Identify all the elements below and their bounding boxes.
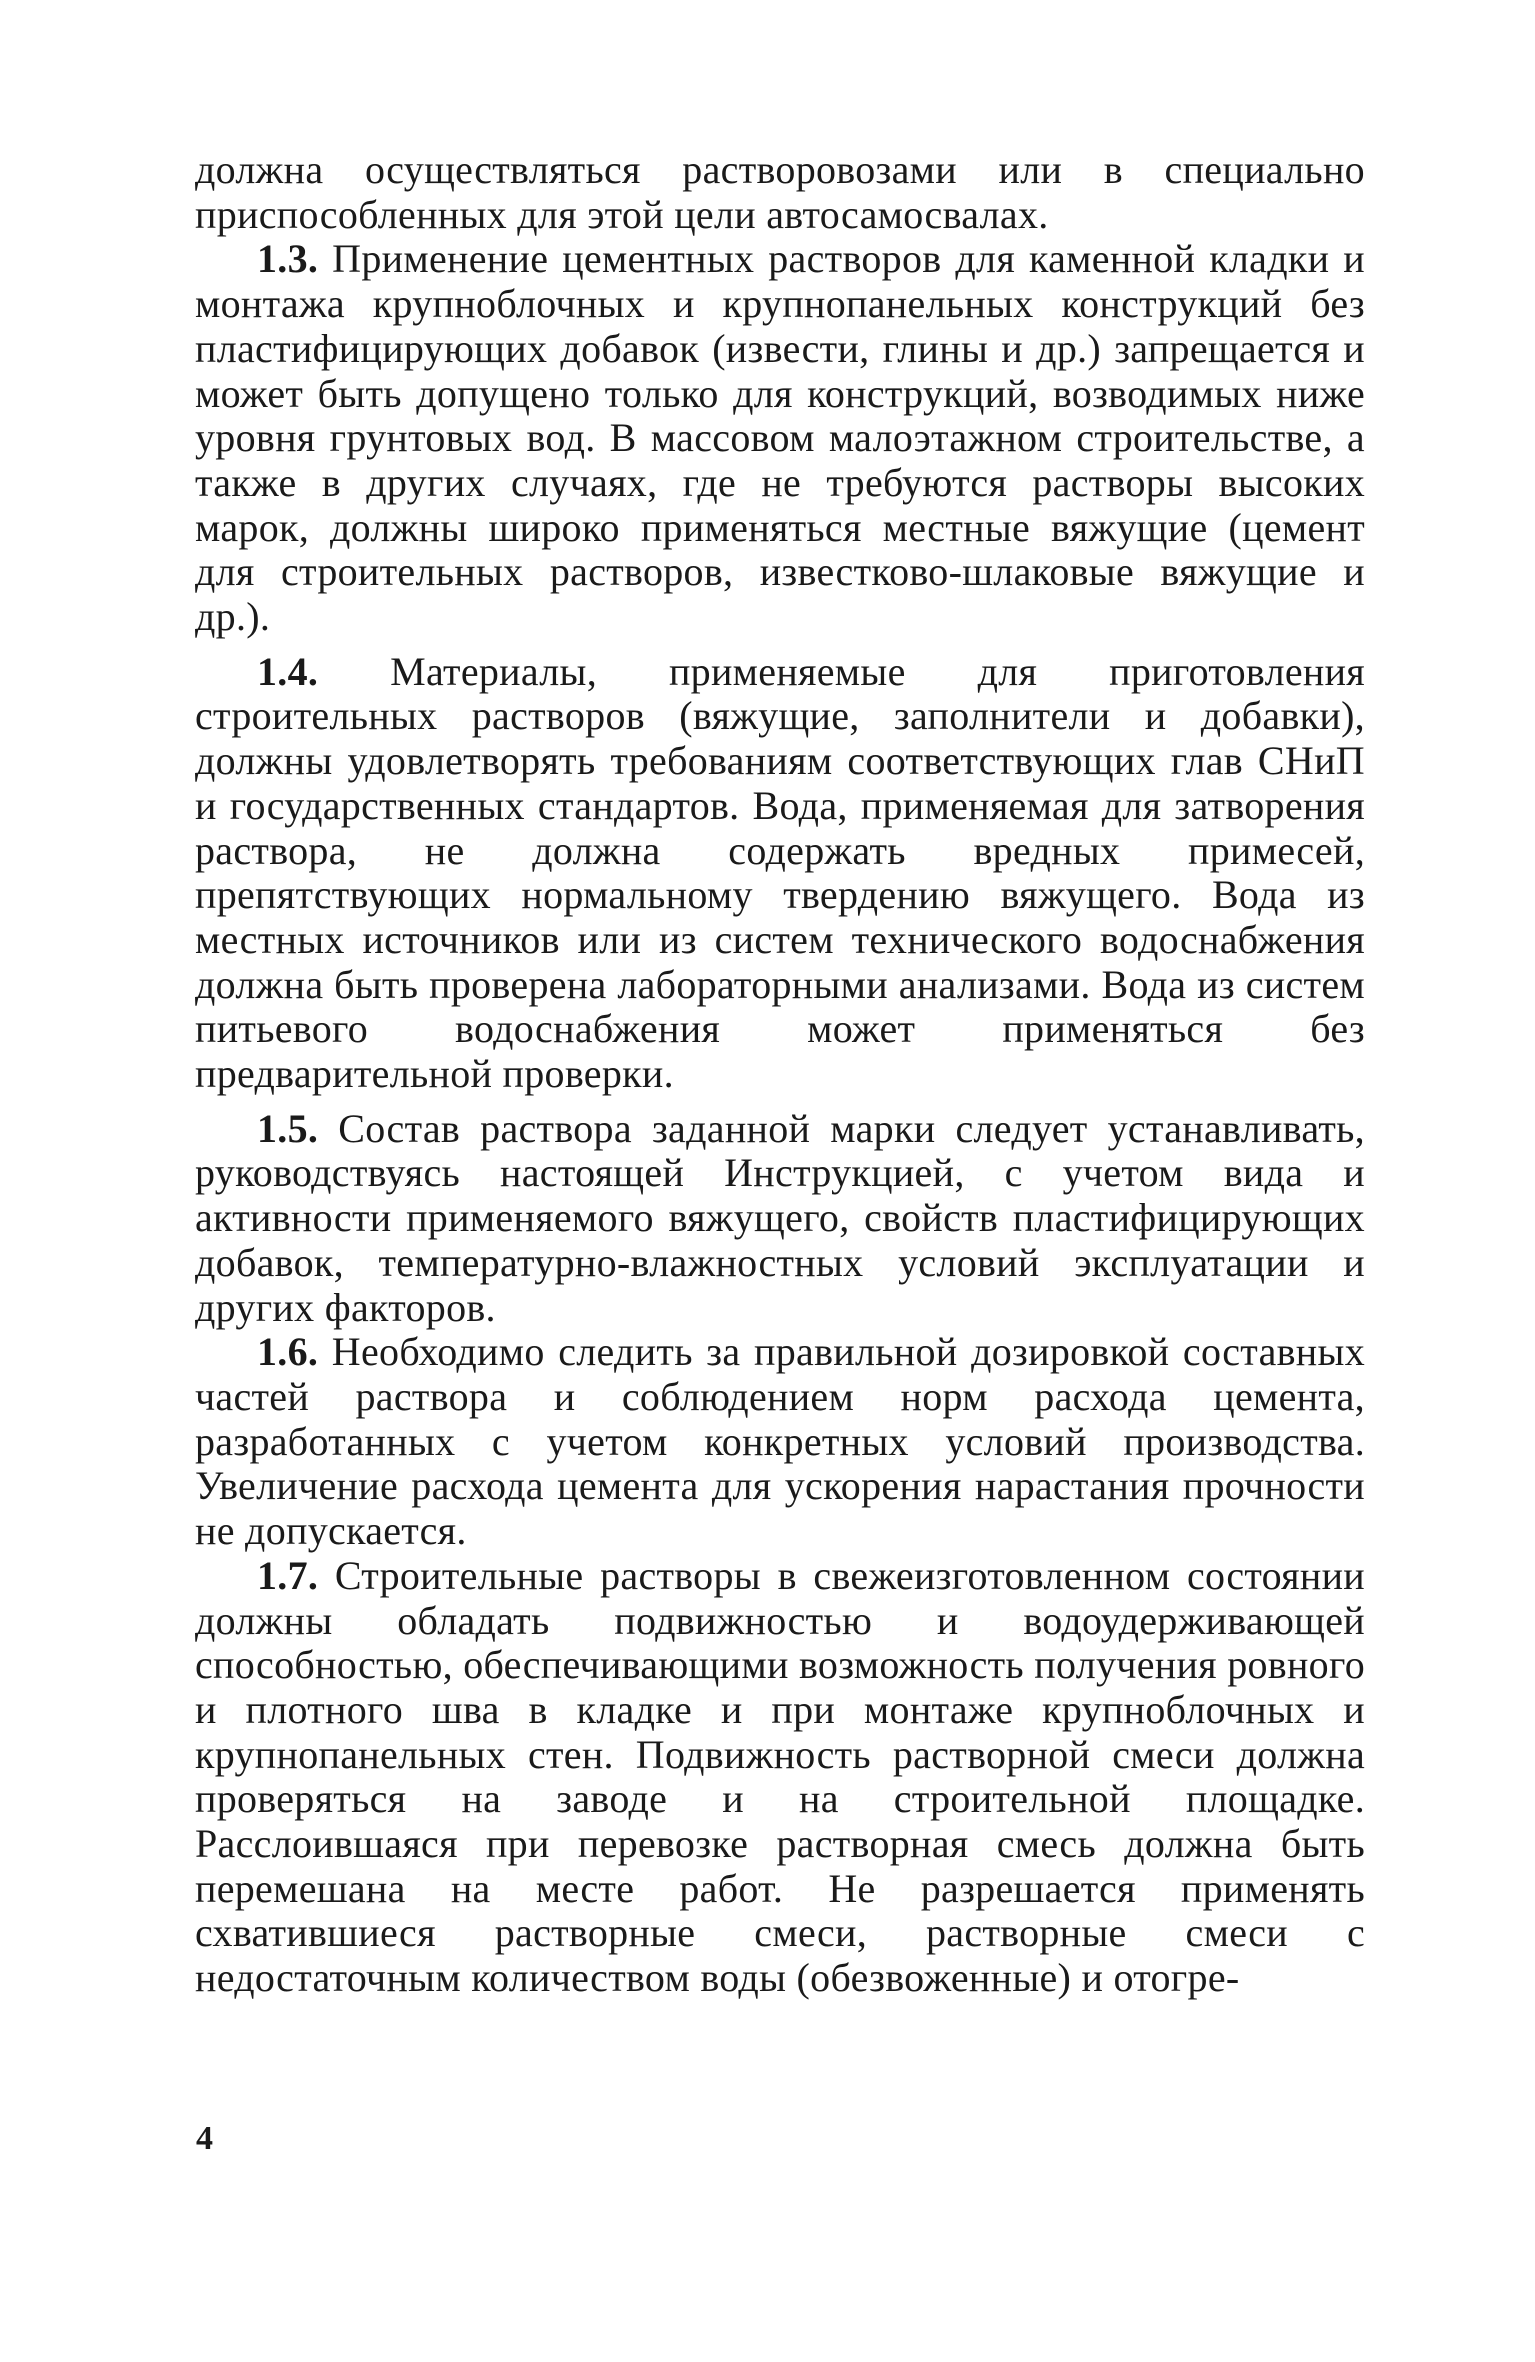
section-text: Материалы, применяемые для приготовления строительных растворов (вяжущие, заполнители и добавки), должны удовлетворять требованиям соответствующих глав СНиП и государственных стандартов. Вода, применяемая для затворения раствора, не должна содержать вредных примесей, препятствующих нормальному твердению вяжущего. Вода из местных источников или из систем технического водоснабжения должна быть проверена лабораторными анализами. Вода из систем питьевого водоснабжения может применяться без предварительной проверки. <box>195 648 1365 1097</box>
section-1-7 <box>195 1554 1365 2001</box>
section-number: 1.3. <box>257 236 319 282</box>
section-text: Необходимо следить за правильной дозировкой составных частей раствора и соблюдением норм расхода цемента, разработанных с учетом конкретных условий производства. Увеличение расхода цемента для ускорения нарастания прочности не допускается. <box>195 1329 1365 1554</box>
section-text: Применение цементных растворов для каменной кладки и монтажа крупноблочных и крупнопанельных конструкций без пластифицирующих добавок (извести, глины и др.) запрещается и может быть допущено только для конструкций, возводимых ниже уровня грунтовых вод. В массовом малоэтажном строительстве, а также в других случаях, где не требуются растворы высоких марок, должны широко применяться местные вяжущие (цемент для строительных растворов, известково-шлаковые вяжущие и др.). <box>195 236 1365 640</box>
section-1-3 <box>195 237 1365 639</box>
section-1-4 <box>195 650 1365 1097</box>
section-number: 1.5. <box>257 1105 319 1151</box>
section-number: 1.4. <box>257 648 319 694</box>
continuation-paragraph: должна осуществляться растворовозами или в специально приспособленных для этой цели автосамосвалах. <box>195 147 1365 237</box>
page-number: 4 <box>196 2120 213 2157</box>
section-text: Состав раствора заданной марки следует устанавливать, руководствуясь настоящей Инструкцией, с учетом вида и активности применяемого вяжущего, свойств пластифицирующих добавок, температурно-влажностных условий эксплуатации и других факторов. <box>195 1105 1365 1330</box>
section-number: 1.7. <box>257 1552 319 1598</box>
body-text <box>195 148 1365 2001</box>
section-1-5 <box>195 1107 1365 1331</box>
section-1-6 <box>195 1330 1365 1554</box>
section-number: 1.6. <box>257 1329 319 1375</box>
section-text: Строительные растворы в свежеизготовленном состоянии должны обладать подвижностью и водоудерживающей способностью, обеспечивающими возможность получения ровного и плотного шва в кладке и при монтаже крупноблочных и крупнопанельных стен. Подвижность растворной смеси должна проверяться на заводе и на строительной площадке. Расслоившаяся при перевозке растворная смесь должна быть перемешана на месте работ. Не разрешается применять схватившиеся растворные смеси, растворные смеси с недостаточным количеством воды (обезвоженные) и отогре- <box>195 1552 1365 2001</box>
